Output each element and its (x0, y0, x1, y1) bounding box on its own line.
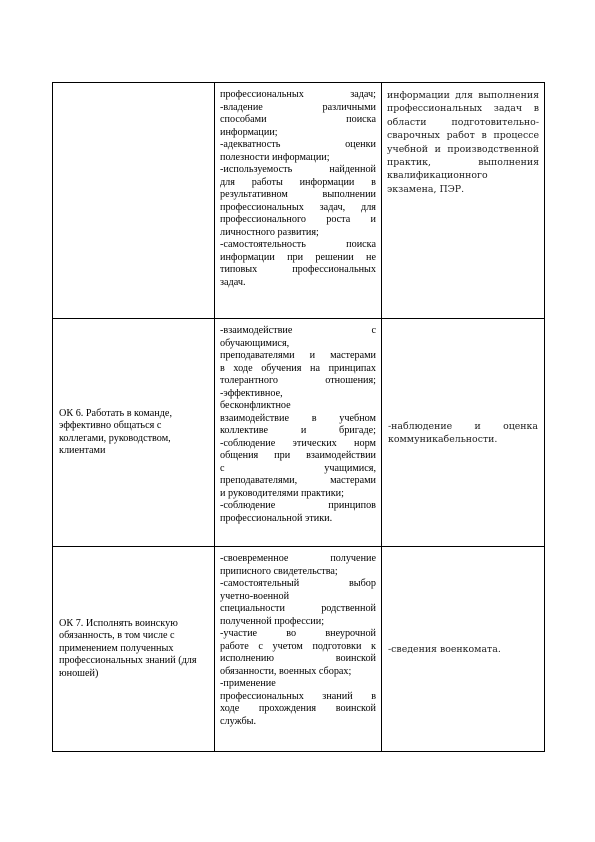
criteria-line: полученной профессии; (220, 615, 325, 627)
criteria-line: профессиональных задач, для (220, 201, 376, 213)
table-row (53, 319, 545, 547)
criteria-line: и руководителями практики; (220, 487, 344, 499)
method-line: сварочных работ в процессе (387, 130, 539, 142)
criteria-line: типовых профессиональных (220, 264, 376, 275)
criteria-line: профессионального роста и (220, 214, 376, 225)
criteria-line: работе с учетом подготовки к (220, 640, 376, 652)
criteria-line: -используемость найденной (220, 164, 376, 175)
criteria-line: в ходе обучения на принципах (220, 362, 376, 374)
criteria-line: коллективе и бригаде; (220, 425, 376, 436)
criteria-line: обучающимися, (220, 337, 290, 349)
method-line: -сведения военкомата. (388, 643, 501, 655)
criteria-line: личностного развития; (220, 226, 319, 238)
criteria-line: профессиональных задач; (220, 89, 376, 100)
criteria-line: информации при решении не (220, 251, 376, 263)
criteria-line: -соблюдение этических норм (220, 437, 376, 449)
method-cell (382, 547, 545, 752)
criteria-line: -взаимодействие с (220, 325, 376, 336)
criteria-line: результативном выполнении (220, 189, 376, 200)
criteria-line: задач. (220, 276, 246, 288)
criteria-line: -соблюдение принципов (220, 500, 376, 511)
criteria-line: -владение различными (220, 101, 376, 113)
criteria-cell (215, 319, 382, 547)
method-line: -наблюдение и оценка коммуникабельности. (388, 420, 538, 445)
criteria-line: -своевременное получение (220, 553, 376, 564)
table-row (53, 83, 545, 319)
criteria-line: преподавателями, мастерами (220, 475, 376, 486)
criteria-line: приписного свидетельства; (220, 565, 338, 577)
criteria-line: профессиональных знаний в (220, 690, 376, 702)
criteria-line: бесконфликтное (220, 400, 291, 411)
table-row (53, 547, 545, 752)
competence-cell (53, 83, 215, 319)
criteria-line: службы. (220, 715, 257, 727)
method-line: информации для выполнения (387, 90, 539, 101)
method-line: учебной и производственной (387, 143, 539, 155)
competence-cell: ОК 7. Исполнять воинскую обязанность, в том числе с применением полученных профессиональных знаний (для юношей) (53, 547, 215, 752)
criteria-line: взаимодействие в учебном (220, 412, 376, 424)
criteria-line: обязанности, военных сборах; (220, 665, 352, 677)
criteria-line: -адекватность оценки (220, 139, 376, 150)
method-line: профессиональных задач в (387, 103, 539, 115)
criteria-line: учетно-военной (220, 590, 290, 602)
criteria-line: полезности информации; (220, 151, 330, 163)
competence-cell: ОК 6. Работать в команде, эффективно общаться с коллегами, руководством, клиентами (53, 319, 215, 547)
criteria-line: ходе прохождения воинской (220, 703, 376, 714)
criteria-line: исполнению воинской (220, 653, 376, 664)
criteria-line: толерантного отношения; (220, 375, 376, 386)
criteria-cell (215, 547, 382, 752)
criteria-line: информации; (220, 126, 278, 138)
criteria-line: специальности родственной (220, 603, 376, 614)
criteria-line: -применение (220, 678, 276, 689)
criteria-line: -участие во внеурочной (220, 628, 376, 639)
method-line: практик, выполнения (387, 157, 539, 169)
criteria-line: профессиональной этики. (220, 512, 333, 524)
criteria-line: -самостоятельный выбор (220, 578, 376, 589)
criteria-line: для работы информации в (220, 176, 376, 188)
criteria-line: -самостоятельность поиска (220, 239, 376, 250)
criteria-line: с учащимися, (220, 462, 376, 474)
method-cell (382, 319, 545, 547)
criteria-line: -эффективное, (220, 387, 283, 399)
method-line: квалификационного (387, 170, 488, 182)
criteria-line: способами поиска (220, 114, 376, 125)
assessment-table (52, 82, 545, 752)
method-cell (382, 83, 545, 319)
criteria-cell (215, 83, 382, 319)
criteria-line: общения при взаимодействии (220, 450, 376, 461)
method-line: области подготовительно- (387, 116, 539, 128)
method-line: экзамена, ПЭР. (387, 183, 465, 195)
criteria-line: преподавателями и мастерами (220, 350, 376, 361)
